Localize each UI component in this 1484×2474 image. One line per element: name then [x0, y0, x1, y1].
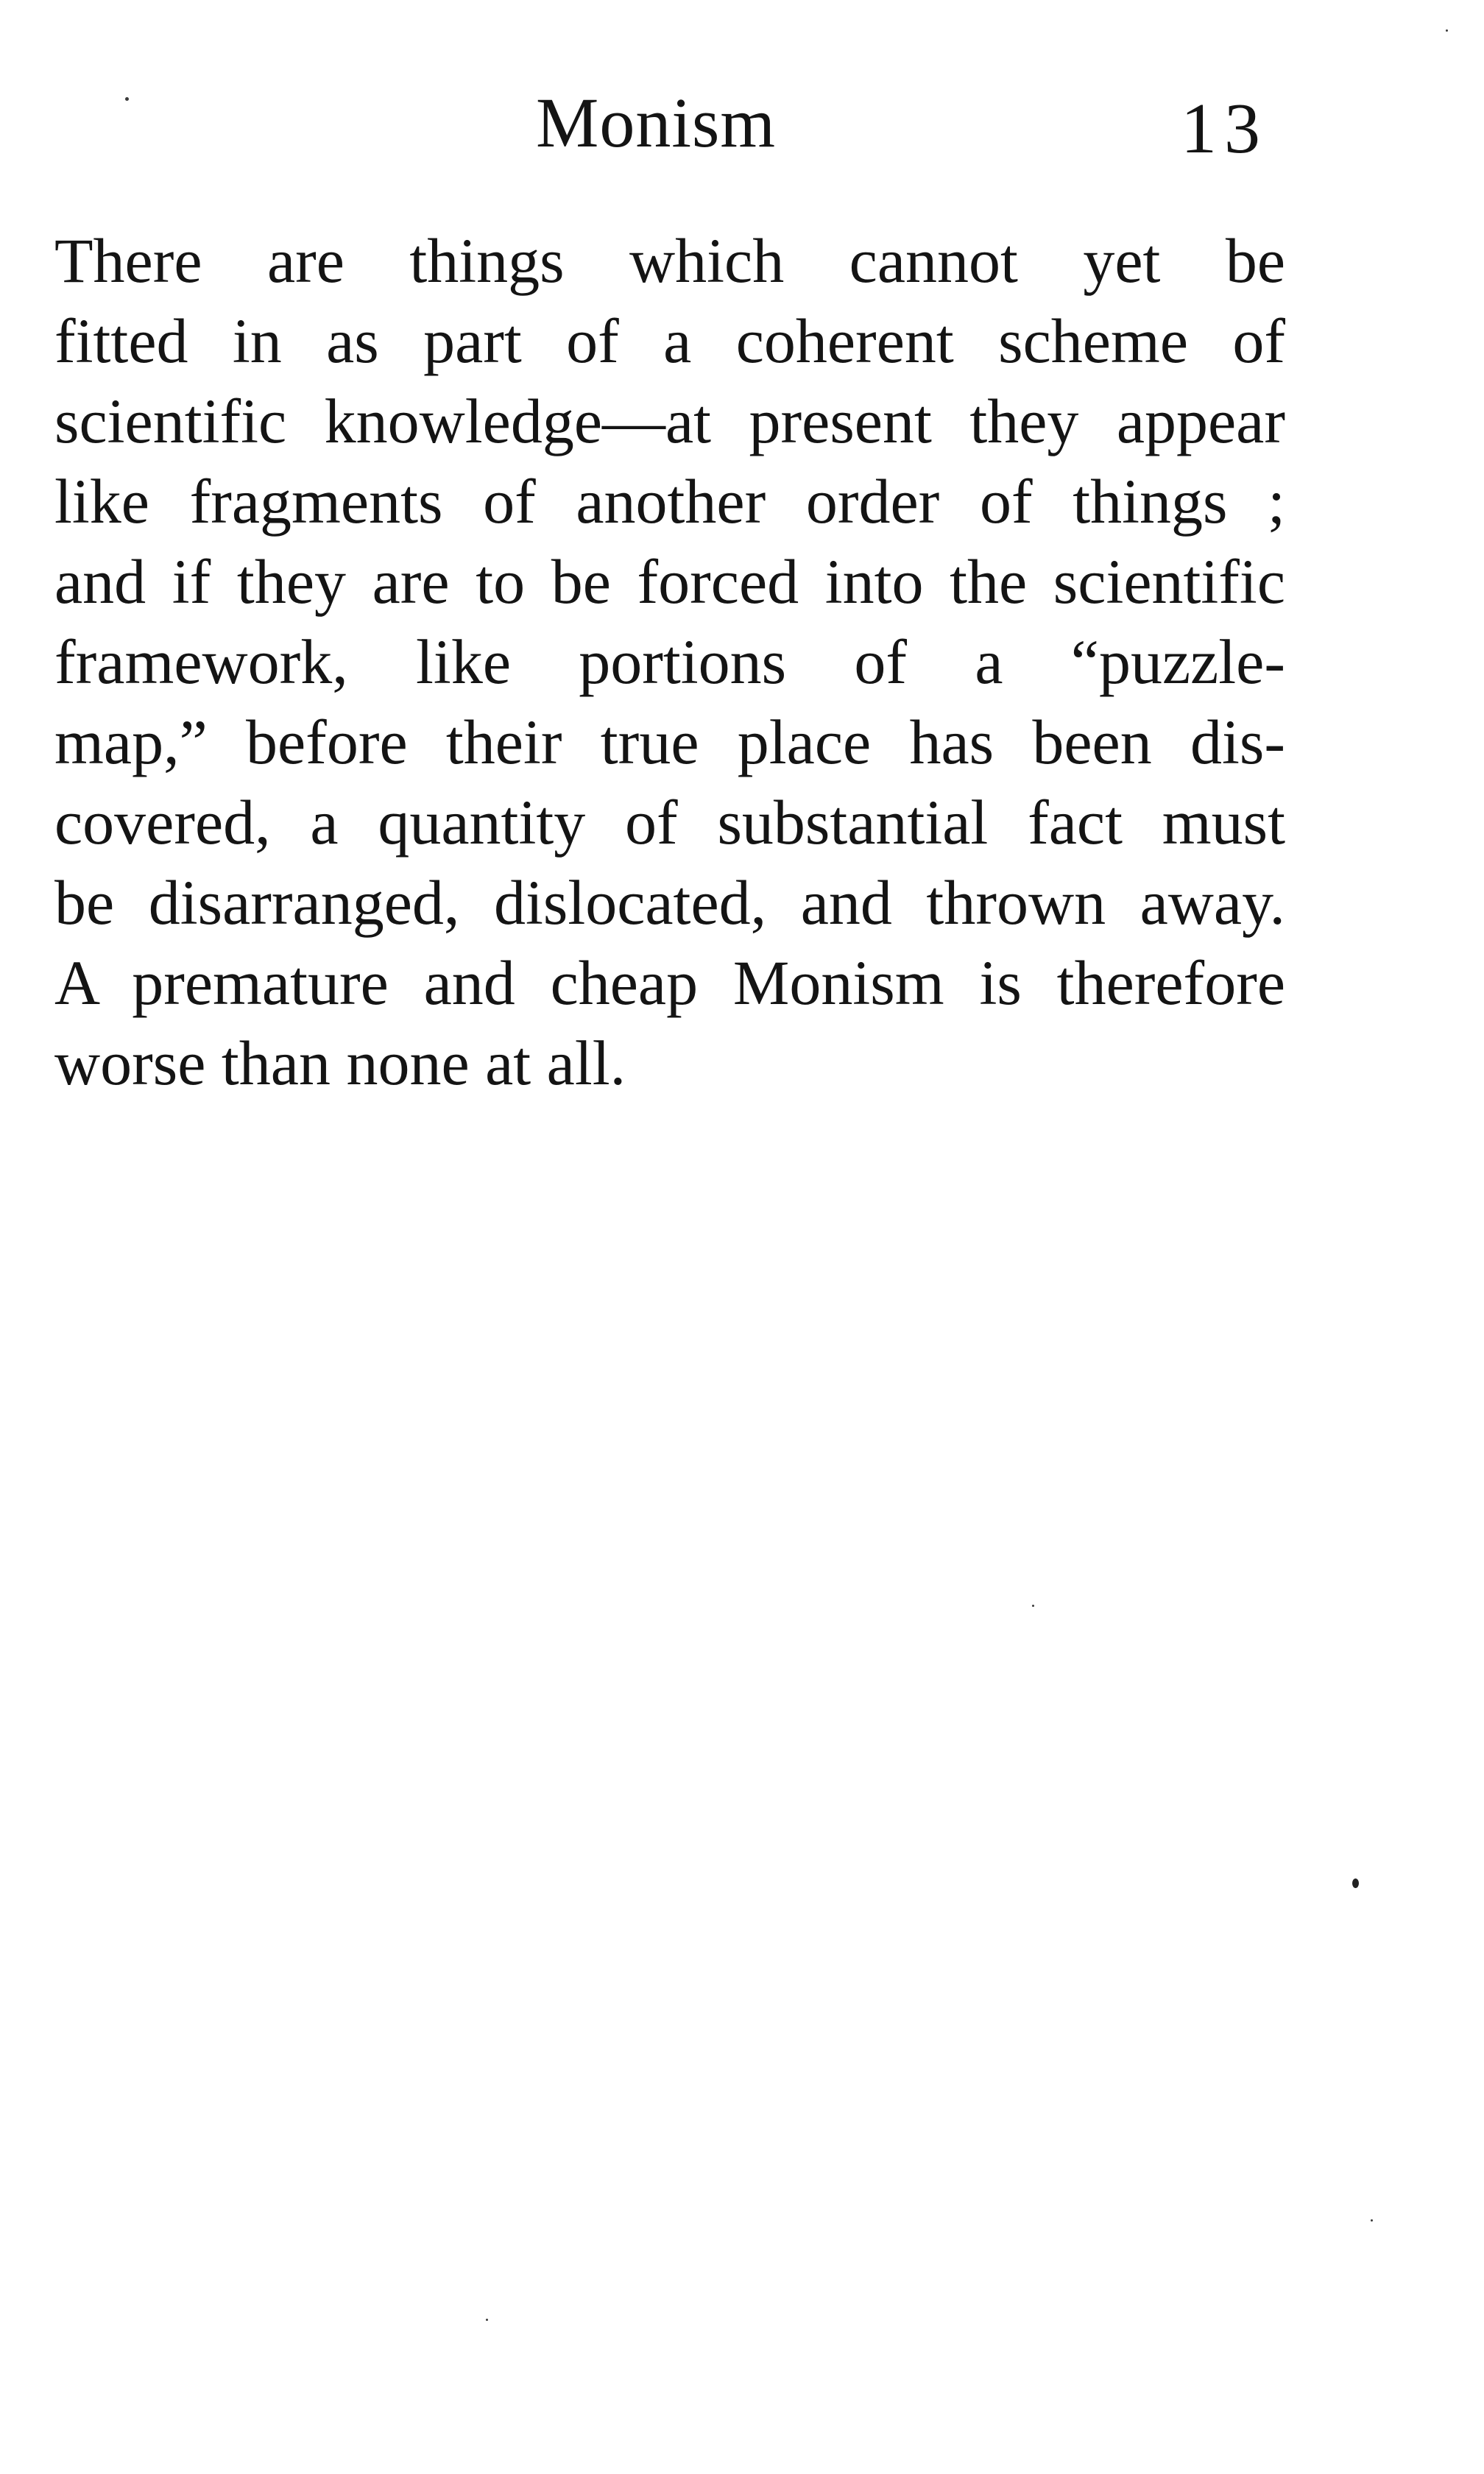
text-line: and if they are to be forced into the scientific — [54, 546, 1285, 617]
text-line: worse than none at all. — [54, 1028, 626, 1098]
text-line: scientific knowledge—at present they appear — [54, 386, 1285, 456]
text-line: fitted in as part of a coherent scheme of — [54, 305, 1285, 376]
scan-speck — [1371, 2219, 1373, 2222]
running-head — [0, 82, 1484, 169]
text-line: like fragments of another order of things ; — [54, 466, 1285, 537]
scan-speck — [1446, 29, 1448, 32]
text-line: map,” before their true place has been dis- — [54, 707, 1285, 777]
text-line: There are things which cannot yet be — [54, 225, 1285, 296]
running-title: Monism — [536, 83, 777, 162]
scan-speck — [125, 97, 129, 101]
scan-speck — [1352, 1879, 1359, 1888]
text-line: A premature and cheap Monism is therefore — [54, 947, 1285, 1018]
scan-speck — [486, 2319, 488, 2321]
text-line: covered, a quantity of substantial fact must — [54, 787, 1285, 858]
text-line: framework, like portions of a “puzzle- — [54, 626, 1285, 697]
page-number: 13 — [1181, 89, 1268, 169]
scan-speck — [1032, 1605, 1034, 1607]
body-paragraph — [54, 221, 1285, 1103]
text-line: be disarranged, dislocated, and thrown away. — [54, 867, 1285, 938]
